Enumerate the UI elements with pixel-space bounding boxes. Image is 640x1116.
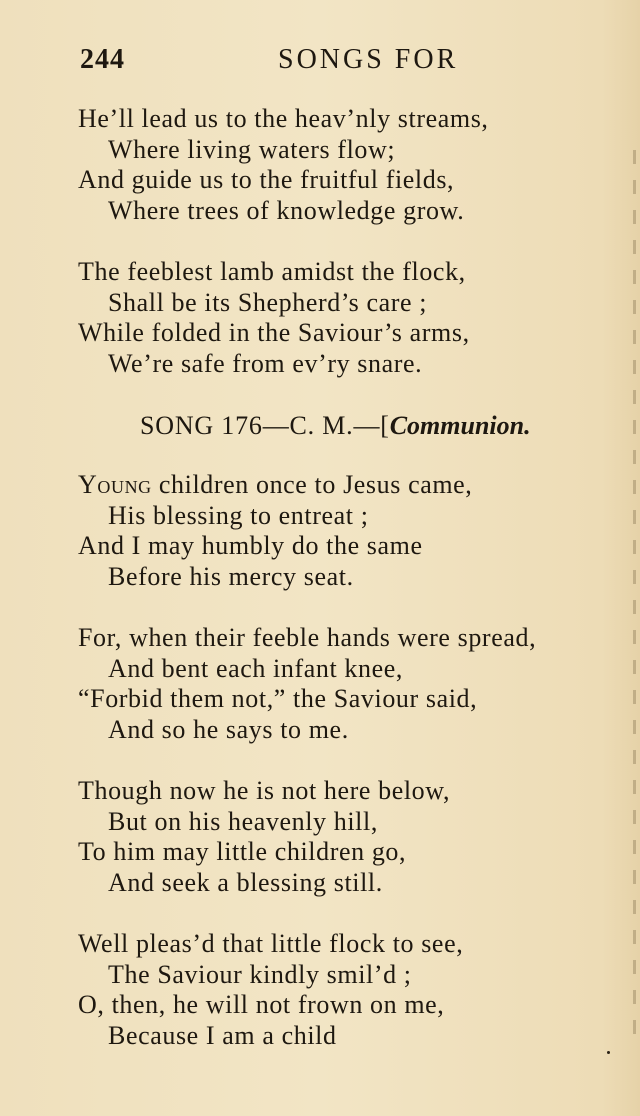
verse-line: And guide us to the fruitful fields, [78, 165, 455, 194]
page-body [78, 104, 618, 1082]
first-word: Young [78, 470, 152, 499]
verse-line: While folded in the Saviour’s arms, [78, 318, 470, 347]
running-head: SONGS FOR [278, 44, 459, 75]
verse-line: And bent each infant knee, [108, 653, 403, 683]
verse-line: And I may humbly do the same [78, 531, 423, 560]
verse-line: Before his mercy seat. [108, 561, 354, 591]
verse-line: We’re safe from ev’ry snare. [108, 348, 423, 378]
verse-line: His blessing to entreat ; [108, 500, 369, 530]
verse-line: The Saviour kindly smil’d ; [108, 959, 412, 989]
verse-line: The feeblest lamb amidst the flock, [78, 257, 466, 286]
stanza [78, 470, 618, 592]
stanza [78, 776, 618, 898]
stanza [78, 929, 618, 1051]
stanza [78, 104, 618, 226]
verse-line: Where living waters flow; [108, 134, 396, 164]
page-edge [633, 150, 636, 1050]
verse-line: O, then, he will not frown on me, [78, 990, 445, 1019]
verse-line: For, when their feeble hands were spread, [78, 623, 537, 652]
verse-line: To him may little children go, [78, 837, 407, 866]
song-heading [78, 410, 618, 442]
stanza [78, 257, 618, 379]
verse-line: Where trees of knowledge grow. [108, 195, 465, 225]
page-header [80, 40, 600, 84]
verse-line: Though now he is not here below, [78, 776, 451, 805]
verse-line: “Forbid them not,” the Saviour said, [78, 684, 478, 713]
verse-line [78, 470, 618, 501]
verse-line: Because I am a child [108, 1020, 337, 1050]
verse-line: Shall be its Shepherd’s care ; [108, 287, 428, 317]
song-occasion: Communion. [389, 411, 531, 440]
first-line-rest: children once to Jesus came, [151, 470, 473, 499]
verse-line: He’ll lead us to the heav’nly streams, [78, 104, 489, 133]
verse-line: Well pleas’d that little flock to see, [78, 929, 464, 958]
song-title: SONG 176—C. M.—[ [140, 411, 390, 440]
page-number: 244 [80, 44, 125, 75]
verse-line: But on his heavenly hill, [108, 806, 378, 836]
verse-line: And so he says to me. [108, 714, 349, 744]
ink-speck [607, 1051, 610, 1054]
stanza [78, 623, 618, 745]
verse-line: And seek a blessing still. [108, 867, 383, 897]
